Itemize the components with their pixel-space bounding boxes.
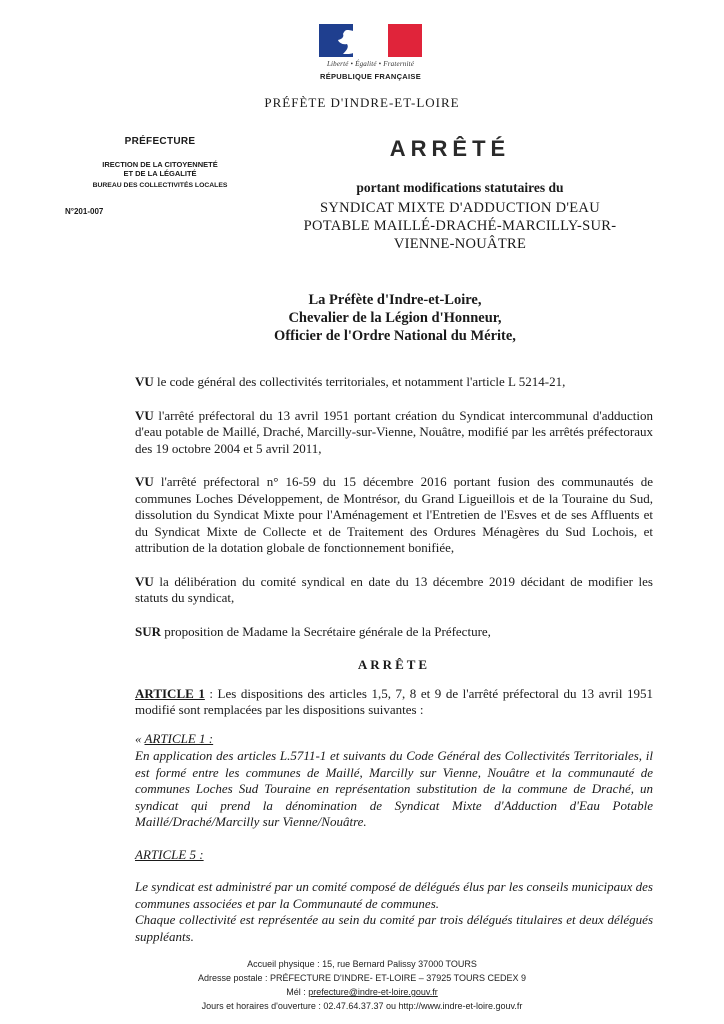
syndicat-name <box>280 199 640 253</box>
footer-email-label: Mél : <box>286 987 309 997</box>
quoted-articles <box>135 731 653 946</box>
quoted-article-1-title: ARTICLE 1 : <box>144 730 214 746</box>
footer-postal: Adresse postale : PRÉFECTURE D'INDRE- ET-LOIRE – 37925 TOURS CEDEX 9 <box>198 973 526 983</box>
vu-paragraph <box>135 474 653 557</box>
prefect-line-1: La Préfète d'Indre-et-Loire, <box>308 292 482 308</box>
issuer-block <box>60 136 260 189</box>
vu-text: le code général des collectivités territoriales, et notamment l'article L 5214-21, <box>153 374 566 389</box>
prefect-line-2: Chevalier de la Légion d'Honneur, <box>288 310 502 326</box>
direction-line-1: IRECTION DE LA CITOYENNETÉ <box>102 160 218 169</box>
vu-text: la délibération du comité syndical en date du 13 décembre 2019 décidant de modifier les statuts du syndicat, <box>135 573 653 605</box>
article-1-paragraph <box>135 686 653 719</box>
sur-paragraph <box>135 624 653 641</box>
footer-hours: Jours et horaires d'ouverture : 02.47.64.37.37 ou http://www.indre-et-loire.gouv.fr <box>201 1001 523 1011</box>
vu-paragraph <box>135 374 653 391</box>
syndicat-line-3: VIENNE-NOUÂTRE <box>393 236 527 252</box>
article-1-title: ARTICLE 1 <box>135 685 205 701</box>
prefect-line-3: Officier de l'Ordre National du Mérite, <box>274 328 516 344</box>
vu-keyword: VU <box>135 474 154 489</box>
prefect-titles <box>200 291 590 345</box>
sur-keyword: SUR <box>135 623 162 639</box>
quoted-article-5-title: ARTICLE 5 : <box>135 846 204 862</box>
arrete-heading: ARRÊTE <box>357 657 431 672</box>
motto: Liberté • Égalité • Fraternité <box>326 60 415 68</box>
direction-label <box>60 160 260 178</box>
vu-text: l'arrêté préfectoral n° 16-59 du 15 décembre 2016 portant fusion des communautés de communes Loches Développement, de Montrésor, du Grand Ligueillois et de la Touraine du Sud, dissolution du Syndicat Mixte pour l'Aménagement et l'Entretien de l'Esves et de ses Affluents et du Syndicat Mixte de Collecte et de Traitement des Ordures Ménagères du Sud Lochois, et attribution de la dotation globale de fonctionnement bonifiée, <box>135 474 653 555</box>
vu-keyword: VU <box>135 573 154 589</box>
document-subtitle: portant modifications statutaires du <box>356 180 564 195</box>
syndicat-line-2: POTABLE MAILLÉ-DRACHÉ-MARCILLY-SUR- <box>303 218 617 234</box>
quoted-article-5-text-2: Chaque collectivité est représentée au sein du comité par trois délégués titulaires et deux délégués suppléants. <box>135 912 653 944</box>
page-footer <box>0 957 724 1013</box>
quoted-article-5-text-1: Le syndicat est administré par un comité composé de délégués élus par les conseils municipaux des communes associées et par la Communauté de communes. <box>135 879 653 911</box>
article-1-text: : Les dispositions des articles 1,5, 7, 8 et 9 de l'arrêté préfectoral du 13 avril 1951 modifié sont remplacées par les dispositions suivantes : <box>135 685 653 717</box>
vu-keyword: VU <box>135 374 154 389</box>
sur-text: proposition de Madame la Secrétaire générale de la Préfecture, <box>161 623 491 639</box>
document-title: ARRÊTÉ <box>389 136 511 161</box>
prefecture-label: PRÉFECTURE <box>124 136 196 147</box>
vu-paragraph <box>135 574 653 607</box>
marianne-logo <box>319 24 422 57</box>
vu-text: l'arrêté préfectoral du 13 avril 1951 portant création du Syndicat intercommunal d'adduction d'eau potable de Maillé, Draché, Marcilly-sur-Vienne, Nouâtre, modifié par les arrêtés préfectoraux des 19 octobre 2004 et 5 avril 2011, <box>135 407 653 456</box>
footer-address: Accueil physique : 15, rue Bernard Palissy 37000 TOURS <box>247 959 477 969</box>
prefete-heading: PRÉFÈTE D'INDRE-ET-LOIRE <box>264 95 460 110</box>
direction-line-2: ET DE LA LÉGALITÉ <box>123 169 197 178</box>
vu-paragraph <box>135 408 653 458</box>
bureau-label: BUREAU DES COLLECTIVITÉS LOCALES <box>92 182 228 189</box>
footer-email-line <box>0 985 724 999</box>
quote-mark: « <box>135 730 145 746</box>
reference-number: N°201-007 <box>65 207 104 216</box>
footer-email-link[interactable]: prefecture@indre-et-loire.gouv.fr <box>308 987 438 997</box>
document-body <box>135 374 653 957</box>
quoted-article-1-text: En application des articles L.5711-1 et suivants du Code Général des Collectivités Territoriales, il est formé entre les communes de Maillé, Marcilly sur Vienne, Nouâtre et la communauté de communes Loches Sud Touraine en représentation substitution de la commune de Draché, un syndicat qui prend la dénomination de Syndicat Mixte d'Adduction d'Eau Potable Maillé/Draché/Marcilly sur Vienne/Nouâtre. <box>135 748 653 829</box>
syndicat-line-1: SYNDICAT MIXTE D'ADDUCTION D'EAU <box>320 200 600 216</box>
vu-keyword: VU <box>135 407 154 423</box>
republic-label: RÉPUBLIQUE FRANÇAISE <box>319 72 421 81</box>
